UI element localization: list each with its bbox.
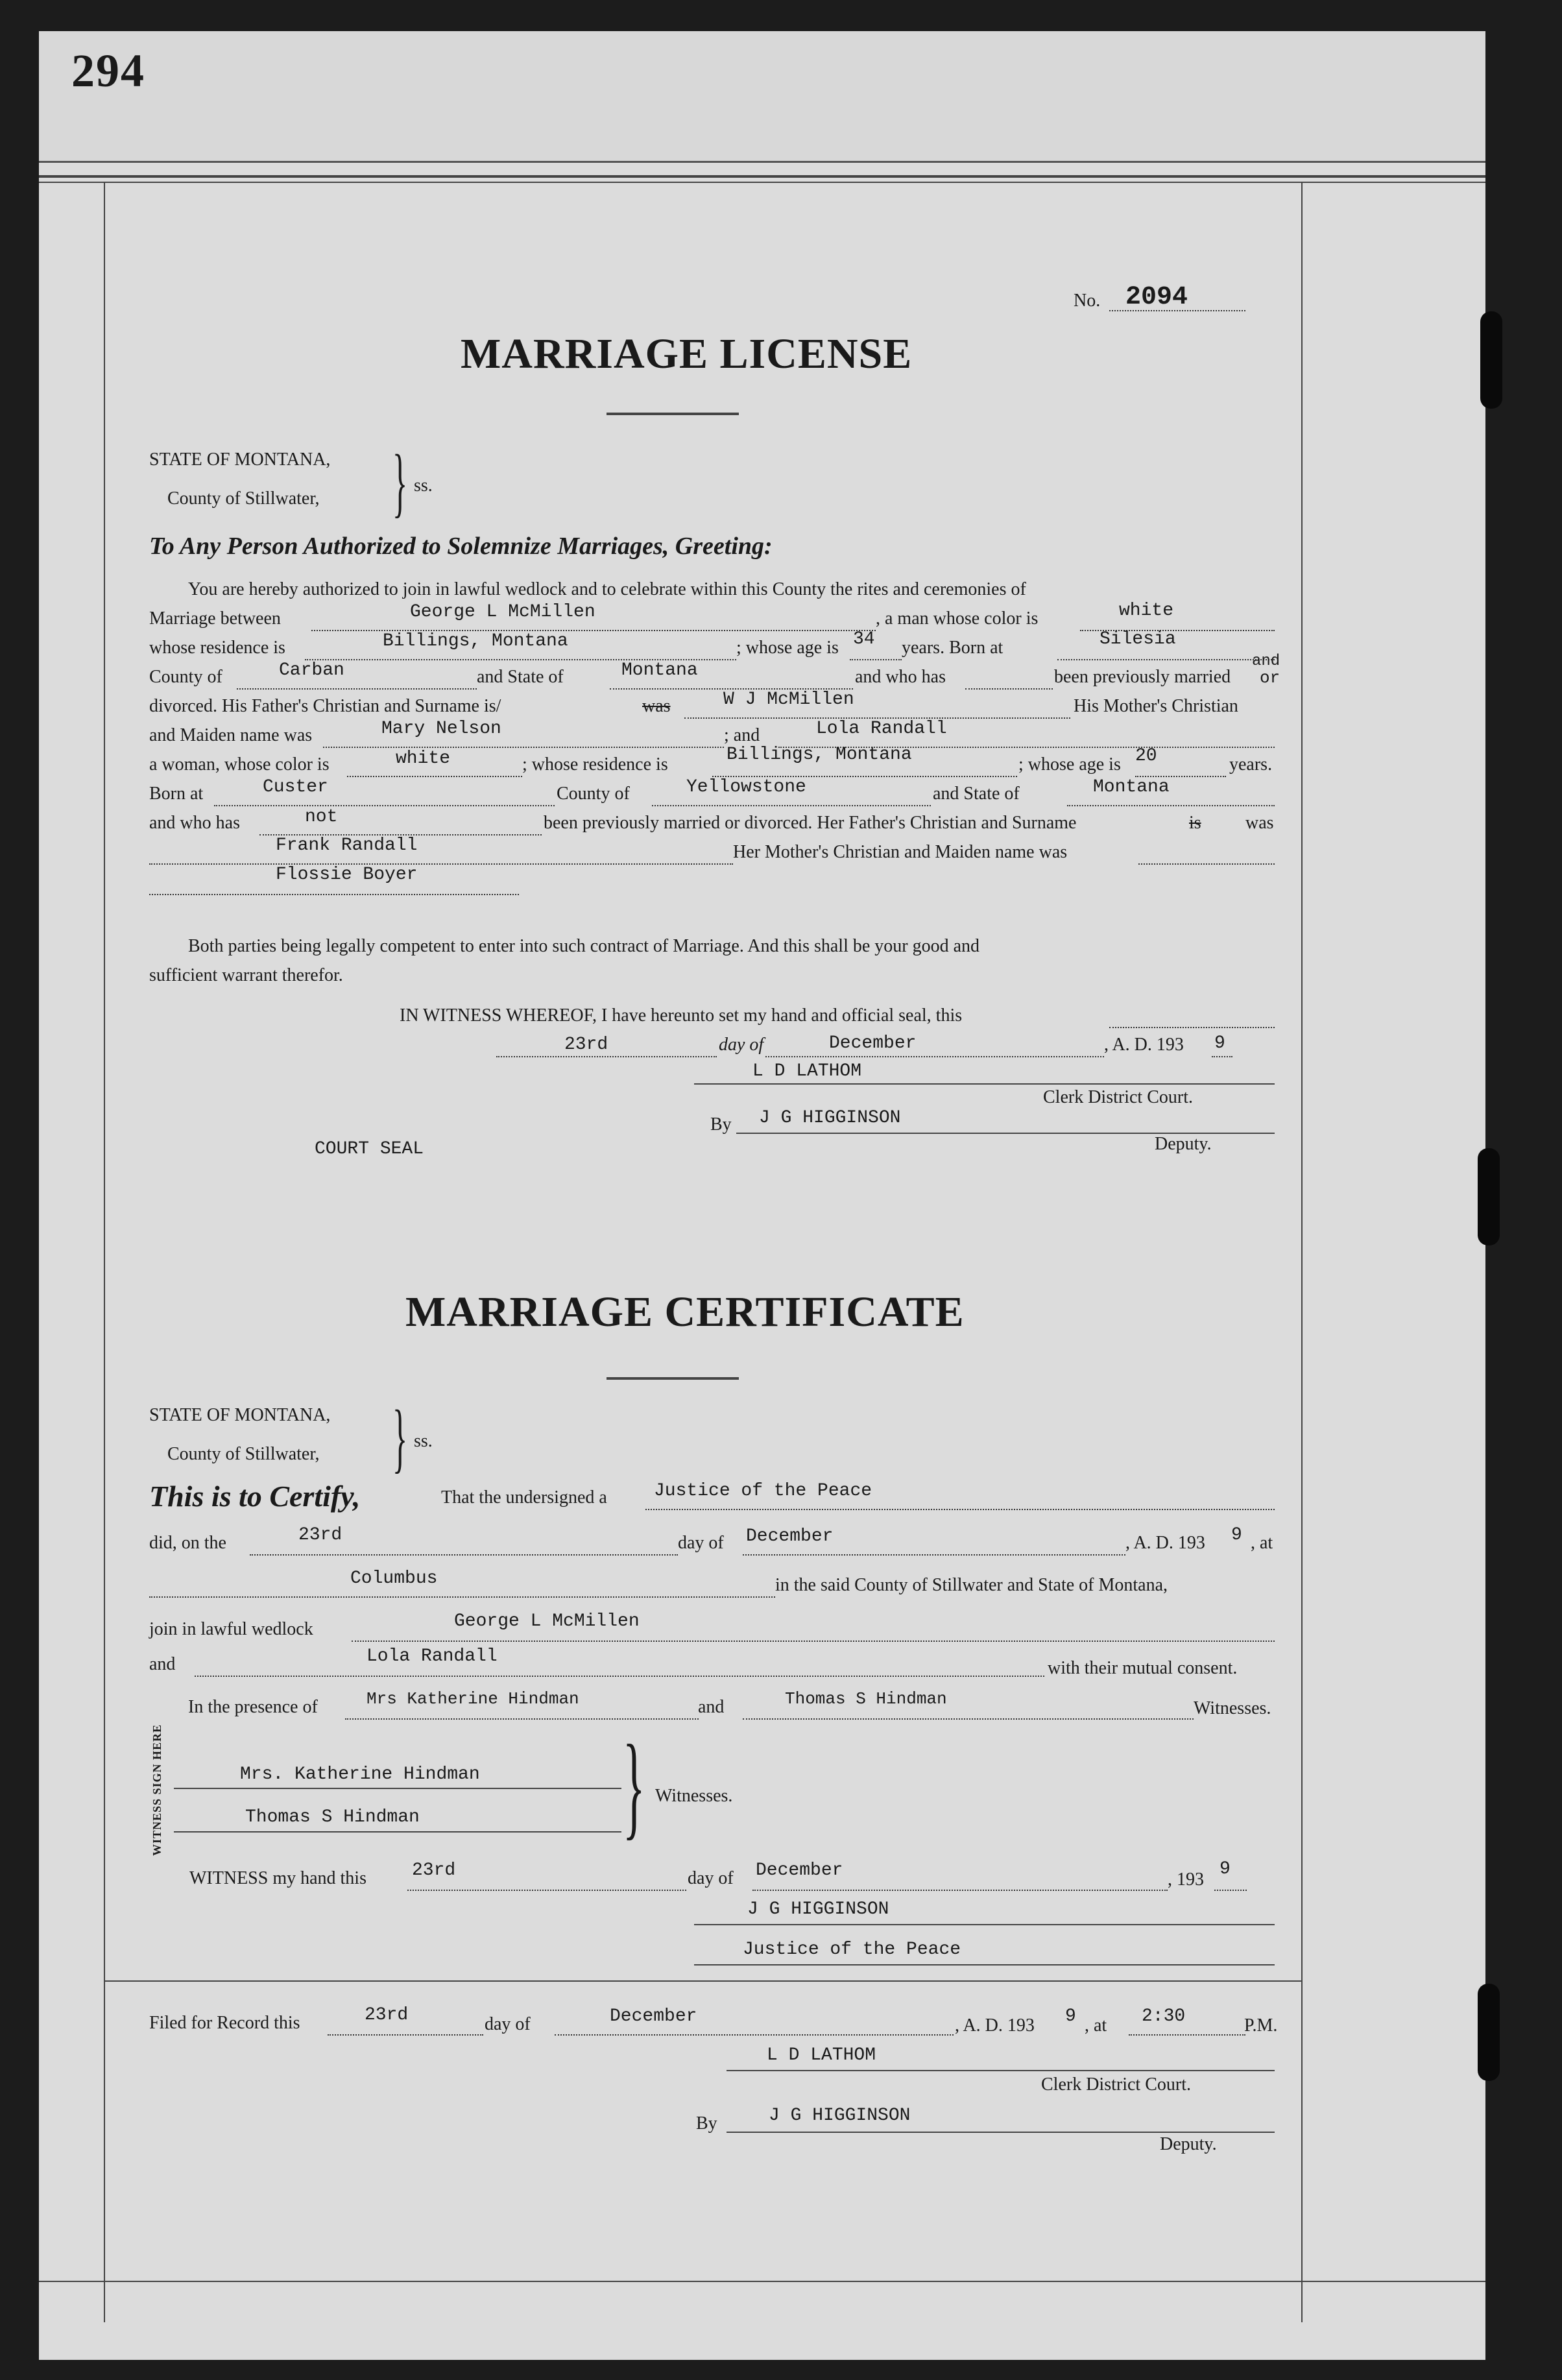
cert-month-line — [743, 1554, 1125, 1556]
witness-sig-2-line — [174, 1831, 621, 1833]
x-mark: or — [1260, 668, 1280, 688]
witnesses-word: Witnesses. — [655, 1786, 733, 1806]
lic-l9-strike: is — [1189, 813, 1201, 833]
license-number-line — [1109, 310, 1245, 311]
form-right-rule — [1301, 182, 1303, 2322]
lic-l3a: whose residence is — [149, 638, 285, 658]
lic-bride-county-line — [652, 805, 931, 806]
filing-month-line — [555, 2034, 954, 2036]
lic-l5-strike: was — [642, 696, 671, 716]
certificate-title: MARRIAGE CERTIFICATE — [405, 1288, 965, 1336]
filing-clerk-title: Clerk District Court. — [1041, 2074, 1191, 2095]
bride-county: Yellowstone — [686, 777, 806, 797]
court-seal-label: COURT SEAL — [315, 1139, 424, 1159]
page-number: 294 — [71, 45, 145, 97]
lic-witness-line — [1109, 1027, 1275, 1028]
lic-l8c: and State of — [933, 784, 1020, 804]
cert-bride: Lola Randall — [366, 1646, 498, 1666]
filing-f2: day of — [485, 2014, 531, 2034]
cert-officiant-name-line — [694, 1924, 1275, 1925]
lic-clerk-title: Clerk District Court. — [1043, 1087, 1193, 1107]
certificate-title-underline — [607, 1377, 739, 1380]
witness-sig-1: Mrs. Katherine Hindman — [240, 1764, 480, 1785]
cert-c6b: and — [698, 1697, 725, 1717]
cert-c5b: with their mutual consent. — [1048, 1658, 1238, 1678]
lic-groom-county-line — [237, 688, 477, 690]
cert-place: Columbus — [350, 1569, 438, 1589]
lic-year: 9 — [1214, 1033, 1225, 1053]
filing-ampm: P.M. — [1244, 2015, 1278, 2036]
lic-l7d: years. — [1229, 754, 1273, 775]
cert-c2b: day of — [678, 1533, 724, 1553]
lic-line-1: You are hereby authorized to join in lawful wedlock and to celebrate within this County the rites and ceremonies of — [188, 579, 1026, 599]
lic-month: December — [829, 1033, 917, 1053]
lic-l3b: ; whose age is — [736, 638, 839, 658]
filing-day: 23rd — [365, 2005, 409, 2025]
witness-brace: } — [623, 1721, 645, 1850]
cert-ss: ss. — [414, 1431, 433, 1451]
groom-county: Carban — [279, 660, 344, 680]
filing-separator — [104, 1980, 1301, 1982]
cert-day: 23rd — [298, 1525, 342, 1545]
lic-l12: sufficient warrant therefor. — [149, 965, 343, 985]
lic-groom-mother-line — [323, 747, 724, 748]
cert-officiant-title-line — [694, 1964, 1275, 1965]
lic-l4d: been previously married — [1054, 667, 1231, 687]
bride-father: Frank Randall — [276, 835, 418, 856]
cert-w1-line — [345, 1718, 699, 1720]
filing-f3: , A. D. 193 — [955, 2015, 1035, 2036]
license-state: STATE OF MONTANA, — [149, 450, 331, 470]
bride-mother: Flossie Boyer — [276, 865, 418, 885]
lic-month-line — [765, 1056, 1104, 1057]
lic-bride-mother-line-2 — [149, 894, 519, 895]
filing-f4: , at — [1085, 2015, 1107, 2036]
lic-l9c: was — [1245, 813, 1274, 833]
cert-wyear: 9 — [1220, 1859, 1231, 1879]
license-ss: ss. — [414, 475, 433, 496]
bride-prev: not — [305, 807, 338, 827]
lic-l4a: County of — [149, 667, 222, 687]
lic-deputy-title: Deputy. — [1155, 1134, 1212, 1154]
license-number: 2094 — [1125, 283, 1188, 312]
filing-clerk-name: L D LATHOM — [767, 2045, 876, 2065]
cert-c1: That the undersigned a — [441, 1487, 607, 1508]
lic-witness: IN WITNESS WHEREOF, I have hereunto set my hand and official seal, this — [400, 1005, 963, 1026]
lic-l10b: Her Mother's Christian and Maiden name was — [733, 842, 1068, 862]
groom-residence: Billings, Montana — [383, 631, 568, 651]
filing-time: 2:30 — [1142, 2006, 1186, 2026]
cert-groom: George L McMillen — [454, 1611, 640, 1631]
cert-wday-line — [407, 1890, 686, 1891]
cert-c5: and — [149, 1654, 176, 1674]
lic-bride-color-line — [347, 776, 522, 777]
bride-age: 20 — [1135, 746, 1157, 766]
cert-county: County of Stillwater, — [167, 1444, 320, 1464]
cert-groom-line — [352, 1641, 1275, 1642]
lic-groom-prev-line — [965, 688, 1053, 690]
top-strip — [39, 31, 1485, 163]
filing-deputy-name: J G HIGGINSON — [769, 2106, 911, 2126]
form-top-rule — [39, 175, 1485, 178]
and-mark: and — [1252, 653, 1280, 670]
cert-wmonth: December — [756, 1860, 843, 1881]
filing-year: 9 — [1065, 2006, 1076, 2026]
lic-l5b: His Mother's Christian — [1074, 696, 1238, 716]
lic-l9a: and who has — [149, 813, 240, 833]
cert-wday: 23rd — [412, 1860, 456, 1881]
license-greeting: To Any Person Authorized to Solemnize Marriages, Greeting: — [149, 533, 773, 560]
cert-w2-line — [743, 1718, 1194, 1720]
cert-c6a: In the presence of — [188, 1697, 318, 1717]
witness-sign-label: WITNESS SIGN HERE — [150, 1724, 163, 1856]
witness-sig-1-line — [174, 1788, 621, 1789]
groom-name: George L McMillen — [410, 602, 595, 622]
lic-year-line — [1212, 1056, 1232, 1057]
filing-deputy-title: Deputy. — [1160, 2134, 1217, 2154]
cert-c2c: , A. D. 193 — [1125, 1533, 1205, 1553]
filing-day-line — [328, 2034, 483, 2036]
cert-officiant-name: J G HIGGINSON — [747, 1899, 889, 1919]
record-page — [39, 31, 1485, 2360]
cert-witness2: Thomas S Hindman — [785, 1689, 947, 1709]
bottom-rule — [39, 2281, 1485, 2282]
lic-l6b: ; and — [724, 725, 760, 745]
cert-state: STATE OF MONTANA, — [149, 1405, 331, 1425]
cert-c2d: , at — [1251, 1533, 1273, 1553]
lic-clerk-name: L D LATHOM — [752, 1061, 862, 1081]
groom-birthplace: Silesia — [1099, 629, 1176, 649]
bride-birthplace: Custer — [263, 777, 328, 797]
binder-hole-3 — [1478, 1984, 1500, 2081]
lic-groom-age-line — [850, 659, 902, 660]
bride-state: Montana — [1093, 777, 1170, 797]
lic-groom-birth-line — [1057, 659, 1275, 660]
cert-c2a: did, on the — [149, 1533, 226, 1553]
lic-l7b: ; whose residence is — [522, 754, 668, 775]
cert-year: 9 — [1231, 1525, 1242, 1545]
lic-deputy-name: J G HIGGINSON — [759, 1108, 901, 1128]
lic-day-line — [496, 1056, 717, 1057]
lic-l8a: Born at — [149, 784, 204, 804]
lic-clerk-line — [694, 1083, 1275, 1085]
cert-place-line — [149, 1596, 775, 1598]
lic-bride-mother-line — [1138, 863, 1275, 865]
lic-bride-father-line — [149, 863, 733, 865]
form-top-rule-2 — [39, 182, 1485, 183]
lic-l4c: and who has — [855, 667, 946, 687]
groom-color: white — [1119, 601, 1174, 621]
cert-wmonth-line — [752, 1890, 1168, 1891]
bride-residence: Billings, Montana — [727, 745, 912, 765]
groom-mother: Mary Nelson — [381, 719, 501, 739]
bride-color: white — [396, 749, 451, 769]
lic-l11: Both parties being legally competent to enter into such contract of Marriage. And this shall be your good and — [188, 936, 980, 956]
lic-l3c: years. Born at — [902, 638, 1003, 658]
groom-age: 34 — [853, 629, 875, 649]
lic-bride-state-line — [1067, 805, 1275, 806]
lic-bride-birth-line — [214, 805, 555, 806]
lic-l4b: and State of — [477, 667, 564, 687]
lic-l8b: County of — [557, 784, 630, 804]
lic-l5a: divorced. His Father's Christian and Surname is/ — [149, 696, 501, 716]
cert-c6c: Witnesses. — [1194, 1698, 1271, 1718]
groom-state: Montana — [621, 660, 698, 680]
cert-wyear-line — [1214, 1890, 1247, 1891]
cert-c7b: day of — [688, 1868, 734, 1888]
lic-l2a: Marriage between — [149, 608, 281, 629]
cert-officiant-title: Justice of the Peace — [743, 1940, 961, 1960]
witness-sig-2: Thomas S Hindman — [245, 1807, 420, 1827]
cert-c3: in the said County of Stillwater and State of Montana, — [775, 1575, 1168, 1595]
cert-bride-line — [195, 1676, 1044, 1677]
filing-f1: Filed for Record this — [149, 2013, 300, 2033]
binder-hole-2 — [1478, 1148, 1500, 1245]
lic-l6a: and Maiden name was — [149, 725, 313, 745]
license-title-underline — [607, 413, 739, 415]
cert-month: December — [746, 1526, 834, 1546]
cert-c7a: WITNESS my hand this — [189, 1868, 366, 1888]
cert-witness1: Mrs Katherine Hindman — [366, 1689, 579, 1709]
lic-day: 23rd — [564, 1035, 608, 1055]
filing-time-line — [1129, 2034, 1245, 2036]
license-county: County of Stillwater, — [167, 488, 320, 509]
cert-officiant: Justice of the Peace — [654, 1481, 872, 1501]
license-brace: } — [392, 439, 408, 525]
groom-father: W J McMillen — [723, 690, 854, 710]
filing-clerk-line — [727, 2070, 1275, 2071]
lic-day-of: day of — [719, 1035, 764, 1055]
lic-l2b: , a man whose color is — [876, 608, 1039, 629]
license-title: MARRIAGE LICENSE — [461, 330, 913, 378]
binder-hole-1 — [1480, 311, 1502, 409]
bride-name: Lola Randall — [816, 719, 947, 739]
cert-brace: } — [392, 1394, 408, 1480]
filing-deputy-line — [727, 2132, 1275, 2133]
lic-l9b: been previously married or divorced. Her Father's Christian and Surname — [544, 813, 1077, 833]
cert-c4: join in lawful wedlock — [149, 1619, 313, 1639]
lic-l7c: ; whose age is — [1018, 754, 1121, 775]
lic-l7a: a woman, whose color is — [149, 754, 330, 775]
cert-certify: This is to Certify, — [149, 1480, 361, 1513]
lic-ad: , A. D. 193 — [1104, 1035, 1184, 1055]
filing-by: By — [696, 2113, 717, 2134]
cert-officiant-line — [645, 1509, 1275, 1510]
lic-by: By — [710, 1114, 732, 1135]
license-number-label: No. — [1074, 291, 1101, 311]
cert-c7c: , 193 — [1168, 1869, 1204, 1890]
form-left-rule — [104, 182, 105, 2322]
cert-day-line — [250, 1554, 678, 1556]
filing-month: December — [610, 2006, 697, 2026]
